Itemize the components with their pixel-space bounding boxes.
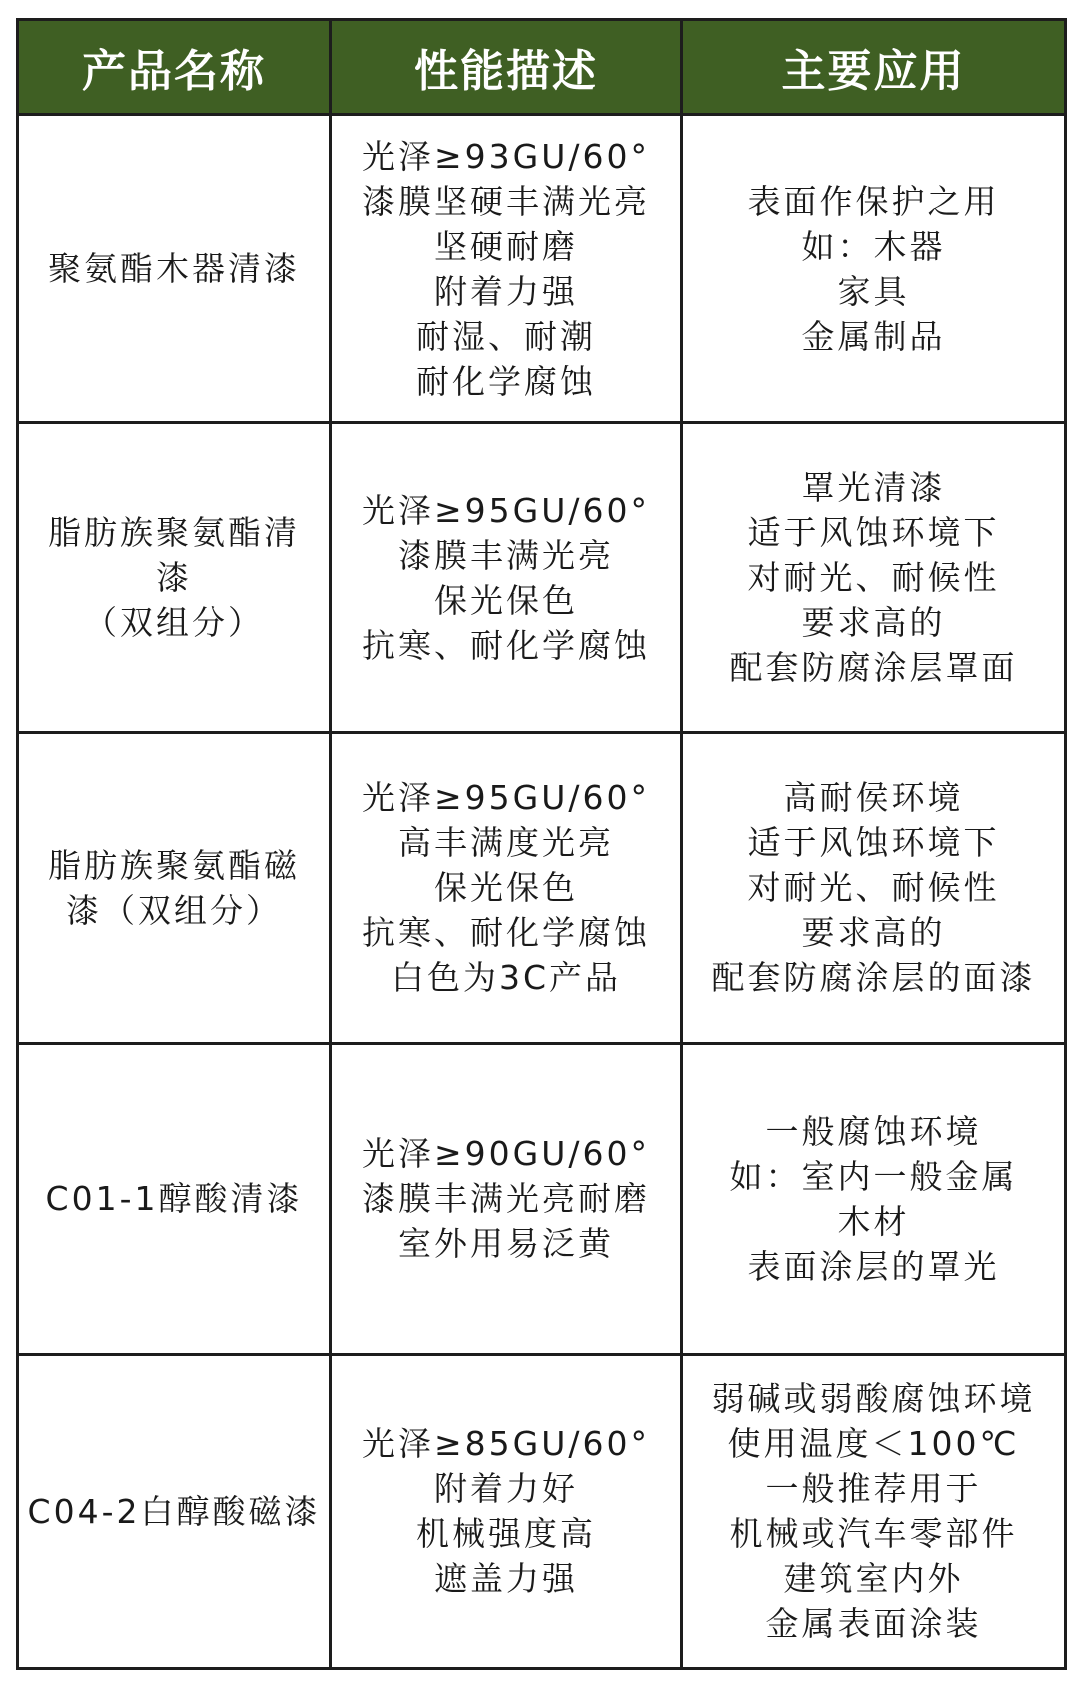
table-row (18, 423, 1066, 733)
performance-line: 光泽≥90GU/60° (362, 1134, 650, 1174)
application-line: 弱碱或弱酸腐蚀环境 (711, 1379, 1036, 1419)
performance-line: 光泽≥93GU/60° (362, 136, 650, 176)
application-line: 木材 (837, 1201, 910, 1241)
application-line: 表面作保护之用 (747, 181, 1000, 221)
product-name-cell (18, 1354, 331, 1668)
performance-line: 机械强度高 (416, 1514, 596, 1554)
performance-line: 漆膜丰满光亮耐磨 (362, 1179, 650, 1219)
product-name-line: C01-1醇酸清漆 (45, 1179, 303, 1219)
product-name-line: 脂肪族聚氨酯清 (48, 513, 300, 553)
application-line: 金属制品 (801, 316, 946, 356)
performance-line: 附着力强 (434, 271, 578, 311)
product-name-cell (18, 733, 331, 1043)
application-line: 适于风蚀环境下 (747, 823, 1000, 863)
application-line: 表面涂层的罩光 (747, 1246, 1000, 1286)
performance-line: 漆膜坚硬丰满光亮 (362, 181, 650, 221)
product-name-line: 漆 (156, 558, 192, 598)
performance-line: 光泽≥85GU/60° (362, 1424, 650, 1464)
performance-cell (331, 733, 682, 1043)
performance-line: 室外用易泛黄 (398, 1224, 614, 1264)
product-name-line: 聚氨酯木器清漆 (48, 249, 300, 289)
product-name-line: 漆（双组分） (66, 890, 282, 930)
performance-cell (331, 1043, 682, 1354)
performance-line: 抗寒、耐化学腐蚀 (362, 913, 650, 953)
application-line: 要求高的 (801, 913, 946, 953)
performance-line: 保光保色 (434, 580, 578, 620)
product-name-line: C04-2白醇酸磁漆 (27, 1491, 321, 1531)
performance-cell (331, 115, 682, 423)
table-row (18, 1043, 1066, 1354)
performance-line: 抗寒、耐化学腐蚀 (362, 625, 650, 665)
performance-line: 白色为3C产品 (390, 958, 622, 998)
performance-line: 高丰满度光亮 (398, 823, 614, 863)
product-name-line: （双组分） (84, 603, 264, 643)
application-line: 使用温度＜100℃ (727, 1424, 1020, 1464)
performance-line: 遮盖力强 (434, 1559, 578, 1599)
application-line: 一般推荐用于 (765, 1469, 982, 1509)
application-line: 配套防腐涂层罩面 (729, 648, 1018, 688)
application-cell (682, 733, 1066, 1043)
application-line: 对耐光、耐候性 (747, 558, 1000, 598)
product-name-line: 脂肪族聚氨酯磁 (48, 845, 300, 885)
performance-cell (331, 423, 682, 733)
application-line: 建筑室内外 (783, 1559, 964, 1599)
application-cell (682, 1043, 1066, 1354)
application-line: 如：室内一般金属 (729, 1156, 1018, 1196)
table-row (18, 115, 1066, 423)
table-row (18, 1354, 1066, 1668)
table-header-row (18, 20, 1066, 115)
header-product-name: 产品名称 (18, 20, 331, 115)
application-line: 对耐光、耐候性 (747, 868, 1000, 908)
performance-line: 耐化学腐蚀 (416, 361, 596, 401)
performance-line: 漆膜丰满光亮 (398, 535, 614, 575)
application-line: 机械或汽车零部件 (729, 1514, 1018, 1554)
application-line: 家具 (837, 271, 910, 311)
product-name-cell (18, 115, 331, 423)
application-line: 高耐侯环境 (783, 778, 964, 818)
performance-line: 耐湿、耐潮 (416, 316, 596, 356)
table-row (18, 733, 1066, 1043)
performance-line: 保光保色 (434, 868, 578, 908)
header-performance: 性能描述 (331, 20, 682, 115)
application-line: 配套防腐涂层的面漆 (711, 958, 1036, 998)
performance-line: 坚硬耐磨 (434, 226, 578, 266)
product-table-container (16, 18, 1064, 1670)
header-application: 主要应用 (682, 20, 1066, 115)
product-name-cell (18, 1043, 331, 1354)
performance-line: 光泽≥95GU/60° (362, 490, 650, 530)
performance-cell (331, 1354, 682, 1668)
application-line: 金属表面涂装 (765, 1604, 982, 1644)
application-cell (682, 115, 1066, 423)
performance-line: 附着力好 (434, 1469, 578, 1509)
application-line: 要求高的 (801, 603, 946, 643)
application-cell (682, 423, 1066, 733)
application-line: 适于风蚀环境下 (747, 513, 1000, 553)
application-line: 罩光清漆 (801, 468, 946, 508)
product-name-cell (18, 423, 331, 733)
product-spec-table (16, 18, 1067, 1670)
application-line: 一般腐蚀环境 (765, 1111, 982, 1151)
application-line: 如：木器 (801, 226, 946, 266)
application-cell (682, 1354, 1066, 1668)
performance-line: 光泽≥95GU/60° (362, 778, 650, 818)
